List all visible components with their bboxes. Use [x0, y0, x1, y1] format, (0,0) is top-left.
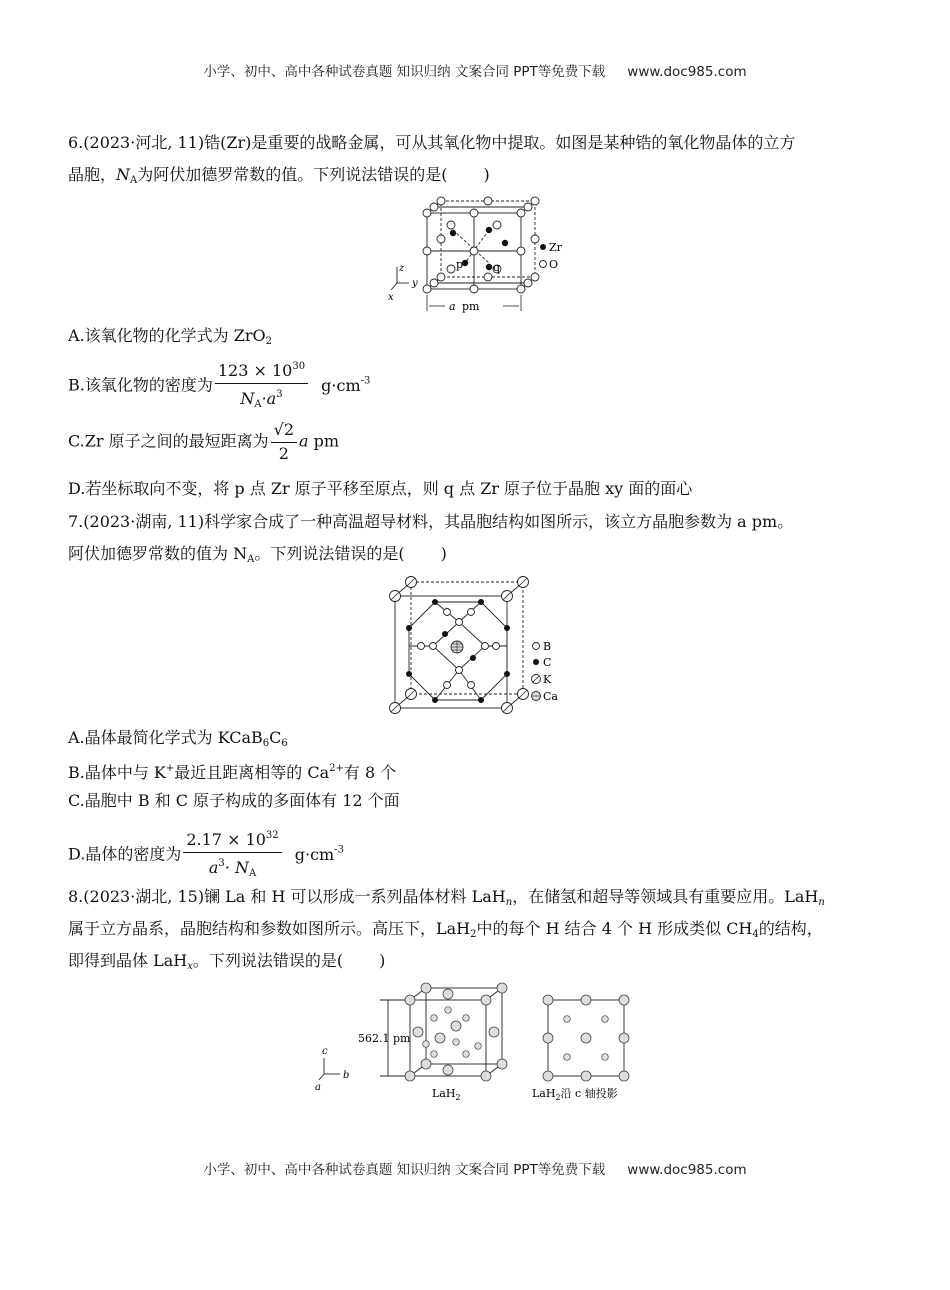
q7-option-a: A.晶体最简化学式为 $KCaB_6C_6$	[68, 728, 288, 749]
svg-text:a: a	[449, 300, 456, 313]
svg-text:LaH2: LaH$_2$	[432, 1087, 461, 1102]
q6-line1: 6.(2023·河北, 11)锆(Zr)是重要的战略金属，可从其氧化物中提取。如图是某种锆的氧化物晶体的立方	[68, 133, 796, 152]
q7-crystal-figure	[385, 574, 575, 719]
header-url[interactable]: www.doc985.com	[627, 64, 747, 80]
q6-option-c: C.Zr 原子之间的最短距离为 $\frac{√2}{2}$ a pm	[68, 420, 340, 463]
svg-text:O: O	[549, 258, 559, 271]
header-text: 小学、初中、高中各种试卷真题 知识归纳 文案合同 PPT等免费下载	[203, 64, 606, 80]
svg-text:LaH2沿 c 轴投影: LaH$_2$沿 c 轴投影	[532, 1087, 618, 1102]
q6-option-d: D.若坐标取向不变，将 p 点 Zr 原子平移至原点，则 q 点 Zr 原子位于晶胞 xy 面的面心	[68, 479, 693, 498]
footer-url[interactable]: www.doc985.com	[627, 1162, 747, 1178]
svg-text:K: K	[543, 673, 552, 686]
svg-text:b: b	[343, 1070, 350, 1081]
q6-crystal-figure	[385, 195, 585, 320]
q8-line2: 属于立方晶系，晶胞结构和参数如图所示。高压下，LaH$_2$中的每个 H 结合 4 个 H 形成类似 $CH_4$的结构，	[68, 919, 823, 940]
svg-text:c: c	[322, 1046, 328, 1057]
q7-option-d: D.晶体的密度为 $\frac{2.17 \times 10^{32}}{a^3\cdot N_A}$ $g\cdot cm^{-3}$	[68, 826, 344, 884]
q6-line2: 晶胞，$N_A$为阿伏加德罗常数的值。下列说法错误的是( )	[68, 165, 490, 186]
q8-crystal-figure	[310, 982, 650, 1107]
q7-line1: 7.(2023·湖南, 11)科学家合成了一种高温超导材料，其晶胞结构如图所示，该立方晶胞参数为 a pm。	[68, 512, 794, 531]
q8-line1: 8.(2023·湖北, 15)镧 La 和 H 可以形成一系列晶体材料 LaH$_n$，在储氢和超导等领域具有重要应用。LaH$_n$	[68, 887, 825, 908]
svg-text:B: B	[543, 640, 552, 653]
svg-text:Zr: Zr	[549, 241, 562, 254]
q7-option-b: B.晶体中与 K+最近且距离相等的 $Ca^{2+}$有 8 个	[68, 763, 397, 782]
svg-text:y: y	[412, 278, 418, 289]
q8-line3: 即得到晶体 LaH$_x$。下列说法错误的是( )	[68, 951, 386, 972]
svg-text:pm: pm	[462, 300, 480, 313]
q6-option-a: A.该氧化物的化学式为 ZrO$_2$	[68, 326, 272, 347]
svg-text:x: x	[388, 292, 394, 303]
footer-text: 小学、初中、高中各种试卷真题 知识归纳 文案合同 PPT等免费下载	[203, 1162, 606, 1178]
svg-text:562.1 pm: 562.1 pm	[358, 1032, 411, 1045]
q6-option-b: B.该氧化物的密度为 $\frac{123 \times 10^{30}}{N_A\cdot a^3}$ $g\cdot cm^{-3}$	[68, 357, 370, 415]
svg-text:a: a	[315, 1082, 321, 1093]
svg-text:p: p	[456, 258, 464, 271]
svg-text:q: q	[493, 261, 501, 274]
q7-line2: 阿伏加德罗常数的值为 $N_A$。下列说法错误的是( )	[68, 544, 447, 565]
svg-text:Ca: Ca	[543, 690, 558, 703]
page-footer	[0, 1158, 950, 1178]
page-header	[0, 60, 950, 80]
q7-option-c: C.晶胞中 B 和 C 原子构成的多面体有 12 个面	[68, 791, 400, 810]
svg-text:C: C	[543, 656, 552, 669]
svg-text:z: z	[399, 263, 405, 274]
